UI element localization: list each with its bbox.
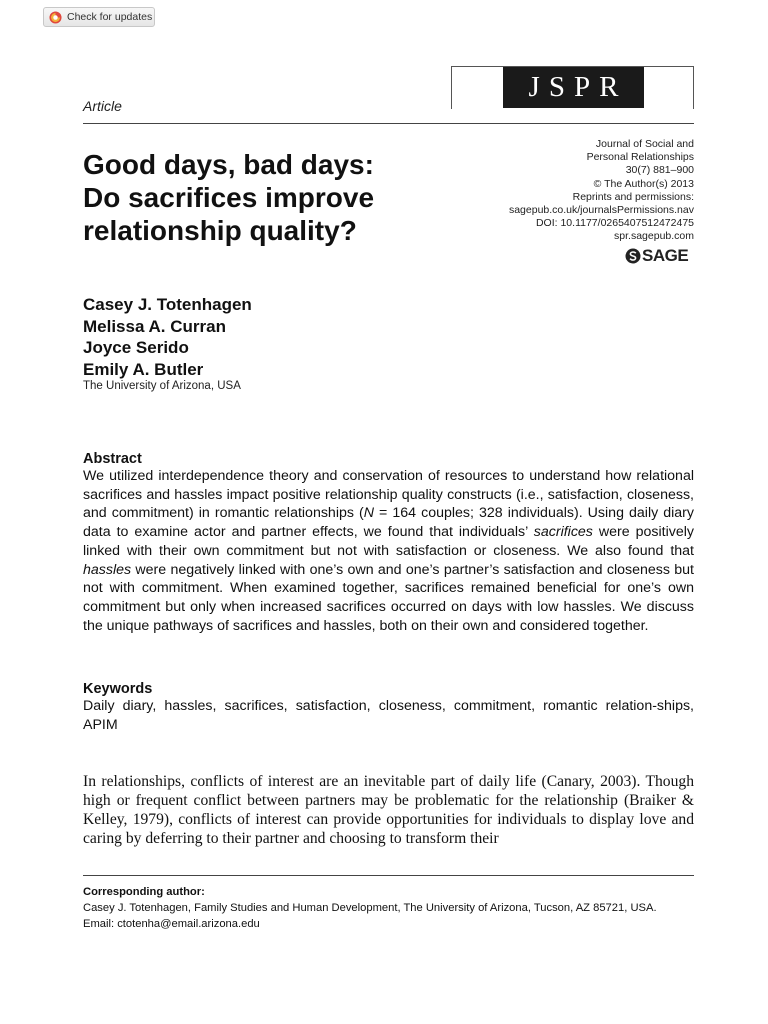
article-type: Article bbox=[83, 98, 122, 114]
author-name: Emily A. Butler bbox=[83, 359, 204, 379]
author-name: Joyce Serido bbox=[83, 338, 189, 357]
abstract-section bbox=[83, 451, 694, 635]
author-name: Melissa A. Curran bbox=[83, 316, 226, 336]
volume-pages: 30(7) 881–900 bbox=[625, 164, 694, 177]
copyright: © The Author(s) 2013 bbox=[593, 177, 694, 190]
abstract-text-part: = 164 couples; 328 individuals). Using daily diary data to examine actor and partner effects, we found that individuals’ bbox=[83, 505, 694, 541]
header-divider bbox=[83, 123, 694, 124]
emphasis-sacrifices: sacrifices bbox=[533, 524, 593, 541]
title-line: Good days, bad days: bbox=[83, 149, 374, 180]
keywords-text: Daily diary, hassles, sacrifices, satisfaction, closeness, commitment, romantic relation-ships, APIM bbox=[83, 698, 694, 733]
corresponding-author bbox=[83, 884, 703, 933]
corresponding-heading: Corresponding author: bbox=[83, 886, 205, 898]
check-for-updates-button[interactable] bbox=[43, 7, 155, 27]
abstract-text-part: We utilized interdependence theory and conservation of resources to understand how relational sacrifices and hassles impact positive relationship quality constructs (i.e., satisfaction, closeness, and commitment) in romantic relationships ( bbox=[83, 468, 694, 522]
footnote-divider bbox=[83, 875, 694, 876]
title-line: relationship quality? bbox=[83, 215, 357, 246]
keywords-heading: Keywords bbox=[83, 681, 153, 697]
journal-logo: JSPR bbox=[503, 67, 644, 108]
body-paragraph: In relationships, conflicts of interest are an inevitable part of daily life (Canary, 2003). Though high or frequent conflict between partners may be problematic for the relationship (Braiker & Kelley, 1979), conflicts of interest can provide opportunities for individuals to display love and caring by deferring to their partner and choosing to transform their bbox=[83, 773, 694, 847]
check-updates-icon bbox=[49, 11, 62, 24]
keywords-section bbox=[83, 681, 694, 734]
article-title bbox=[83, 148, 463, 247]
publisher-logo bbox=[625, 246, 688, 266]
permissions-link[interactable]: sagepub.co.uk/journalsPermissions.nav bbox=[508, 204, 694, 217]
corresponding-email[interactable]: Email: ctotenha@email.arizona.edu bbox=[83, 918, 260, 931]
author-name: Casey J. Totenhagen bbox=[83, 295, 252, 314]
abstract-text-part: were negatively linked with one’s own and one’s partner’s satisfaction and closeness but not with commitment. When examined together, sacrifices remained beneficial for one’s own commitment but only when increased sacrifices occurred on days with low hassles. We discuss the unique pathways of sacrifices and hassles, both on their own and considered together. bbox=[83, 561, 694, 634]
sage-emblem-icon bbox=[625, 248, 641, 264]
emphasis-hassles: hassles bbox=[83, 561, 132, 578]
abstract-text bbox=[83, 467, 694, 635]
journal-name-line: Journal of Social and bbox=[595, 138, 694, 150]
journal-name-line: Personal Relationships bbox=[586, 151, 694, 164]
sample-size-variable: N bbox=[363, 505, 374, 522]
corresponding-address: Casey J. Totenhagen, Family Studies and Human Development, The University of Arizona, Tucson, AZ 85721, USA. bbox=[83, 902, 657, 915]
publisher-name: SAGE bbox=[642, 246, 689, 265]
check-for-updates-label: Check for updates bbox=[67, 11, 153, 23]
abstract-heading: Abstract bbox=[83, 451, 142, 467]
abstract-text-part: were positively linked with their own commitment but not with satisfaction or closeness. We also found that bbox=[83, 524, 694, 559]
affiliation: The University of Arizona, USA bbox=[83, 380, 241, 392]
doi[interactable]: DOI: 10.1177/0265407512472475 bbox=[535, 217, 694, 230]
title-line: Do sacrifices improve bbox=[83, 182, 375, 213]
reprints-label: Reprints and permissions: bbox=[572, 190, 694, 203]
journal-info bbox=[470, 138, 694, 244]
journal-site-link[interactable]: spr.sagepub.com bbox=[614, 230, 694, 243]
author-list bbox=[83, 294, 252, 380]
